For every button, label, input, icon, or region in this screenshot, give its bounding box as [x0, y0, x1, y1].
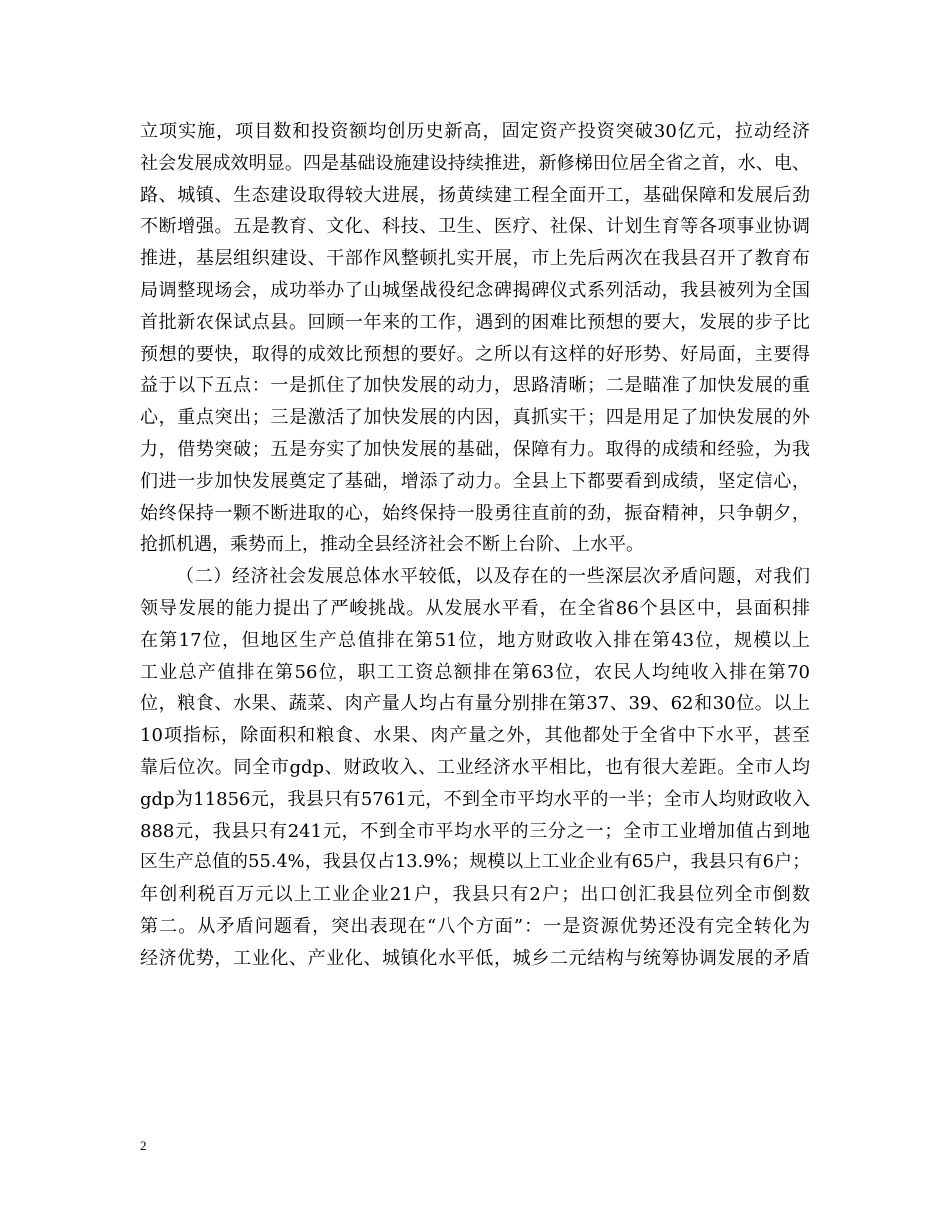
text-line: 力，借势突破；五是夯实了加快发展的基础，保障有力。取得的成绩和经验，为我 [140, 438, 810, 460]
text-line: 预想的要快，取得的成效比预想的要好。之所以有这样的好形势、好局面，主要得 [140, 343, 810, 365]
page-number: 2 [140, 1138, 147, 1153]
text-line: 工业总产值排在第56位，职工工资总额排在第63位，农民人均纯收入排在第70 [140, 661, 810, 683]
text-line: 不断增强。五是教育、文化、科技、卫生、医疗、社保、计划生育等各项事业协调 [140, 216, 810, 238]
text-line: 始终保持一颗不断进取的心，始终保持一股勇往直前的劲，振奋精神，只争朝夕， [140, 502, 810, 524]
text-line: 推进，基层组织建设、干部作风整顿扎实开展，市上先后两次在我县召开了教育布 [140, 248, 810, 270]
text-line: 年创利税百万元以上工业企业21户，我县只有2户；出口创汇我县位列全市倒数 [140, 884, 810, 906]
text-line: 888元，我县只有241元，不到全市平均水平的三分之一；全市工业增加值占到地 [140, 820, 810, 842]
text-line: 路、城镇、生态建设取得较大进展，扬黄续建工程全面开工，基础保障和发展后劲 [140, 184, 810, 206]
text-line: 首批新农保试点县。回顾一年来的工作，遇到的困难比预想的要大，发展的步子比 [140, 311, 810, 333]
text-line: 益于以下五点：一是抓住了加快发展的动力，思路清晰；二是瞄准了加快发展的重 [140, 375, 810, 397]
text-line: 位，粮食、水果、蔬菜、肉产量人均占有量分别排在第37、39、62和30位。以上 [140, 693, 810, 715]
text-line: 第二。从矛盾问题看，突出表现在“八个方面”：一是资源优势还没有完全转化为 [140, 915, 810, 937]
paragraph-end-line: 抢抓机遇，乘势而上，推动全县经济社会不断上台阶、上水平。 [140, 534, 644, 556]
text-line: 领导发展的能力提出了严峻挑战。从发展水平看，在全省86个县区中，县面积排 [140, 597, 810, 619]
text-line: 经济优势，工业化、产业化、城镇化水平低，城乡二元结构与统筹协调发展的矛盾 [140, 947, 810, 969]
text-line: 10项指标，除面积和粮食、水果、肉产量之外，其他都处于全省中下水平，甚至 [140, 725, 810, 747]
text-line: 局调整现场会，成功举办了山城堡战役纪念碑揭碑仪式系列活动，我县被列为全国 [140, 279, 810, 301]
text-line: 区生产总值的55.4%，我县仅占13.9%；规模以上工业企业有65户，我县只有6户； [140, 852, 810, 873]
text-line: 靠后位次。同全市gdp、财政收入、工业经济水平相比，也有很大差距。全市人均 [140, 756, 810, 778]
text-line: 在第17位，但地区生产总值排在第51位，地方财政收入排在第43位，规模以上 [140, 629, 810, 651]
text-line: 立项实施，项目数和投资额均创历史新高，固定资产投资突破30亿元，拉动经济 [140, 121, 810, 142]
body-text [140, 116, 810, 975]
text-line: 们进一步加快发展奠定了基础，增添了动力。全县上下都要看到成绩，坚定信心， [140, 470, 810, 492]
paragraph-start-line: （二）经济社会发展总体水平较低，以及存在的一些深层次矛盾问题，对我们 [176, 566, 810, 588]
text-line: 社会发展成效明显。四是基础设施建设持续推进，新修梯田位居全省之首，水、电、 [140, 152, 810, 174]
text-line: gdp为11856元，我县只有5761元，不到全市平均水平的一半；全市人均财政收入 [140, 788, 810, 810]
text-line: 心，重点突出；三是激活了加快发展的内因，真抓实干；四是用足了加快发展的外 [140, 407, 810, 429]
